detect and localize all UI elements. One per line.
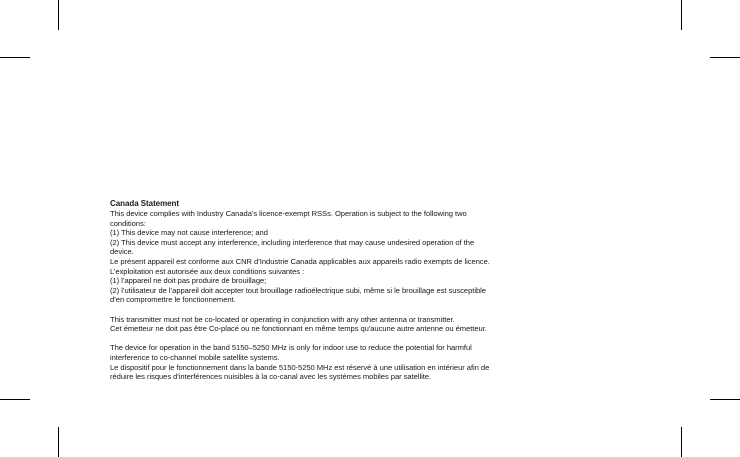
statement-line: This device complies with Industry Canada’s licence-exempt RSSs. Operation is subject to the following two conditions: — [110, 209, 467, 228]
statement-line: Le dispositif pour le fonctionnement dans la bande 5150-5250 MHz est réservé à une utilisation en intérieur afin de réduire les risques d'interférences nuisibles à la co-canal avec les systèmes mobiles par satellite. — [110, 362, 490, 382]
statement-line: The device for operation in the band 5150–5250 MHz is only for indoor use to reduce the potential for harmful interference to co-channel mobile satellite systems. — [110, 343, 472, 362]
statement-heading: Canada Statement — [110, 199, 179, 208]
canada-statement — [110, 199, 495, 382]
crop-mark — [58, 427, 59, 457]
statement-line: (1) l’appareil ne doit pas produire de brouillage; — [110, 276, 267, 286]
crop-mark — [710, 57, 740, 58]
crop-mark — [710, 399, 740, 400]
paragraph-gap — [110, 334, 495, 344]
crop-mark — [0, 399, 30, 400]
crop-mark — [0, 57, 30, 58]
statement-line: (2) l’utilisateur de l’appareil doit accepter tout brouillage radioélectrique subi, même si le brouillage est susceptible d’en compromettre le fonctionnement. — [110, 285, 486, 305]
crop-mark — [681, 427, 682, 457]
crop-mark — [681, 0, 682, 30]
crop-mark — [58, 0, 59, 30]
paragraph-gap — [110, 305, 495, 315]
statement-line: (1) This device may not cause interference; and — [110, 228, 268, 238]
statement-line: (2) This device must accept any interference, including interference that may cause undesired operation of the device. — [110, 237, 475, 257]
statement-line: Le présent appareil est conforme aux CNR d’Industrie Canada applicables aux appareils radio exempts de licence. L’exploitation est autorisée aux deux conditions suivantes : — [110, 256, 490, 276]
statement-line: This transmitter must not be co-located or operating in conjunction with any other antenna or transmitter. — [110, 314, 455, 324]
statement-line: Cet émetteur ne doit pas être Co-placé ou ne fonctionnant en même temps qu'aucune autre antenne ou émetteur. — [110, 324, 487, 334]
